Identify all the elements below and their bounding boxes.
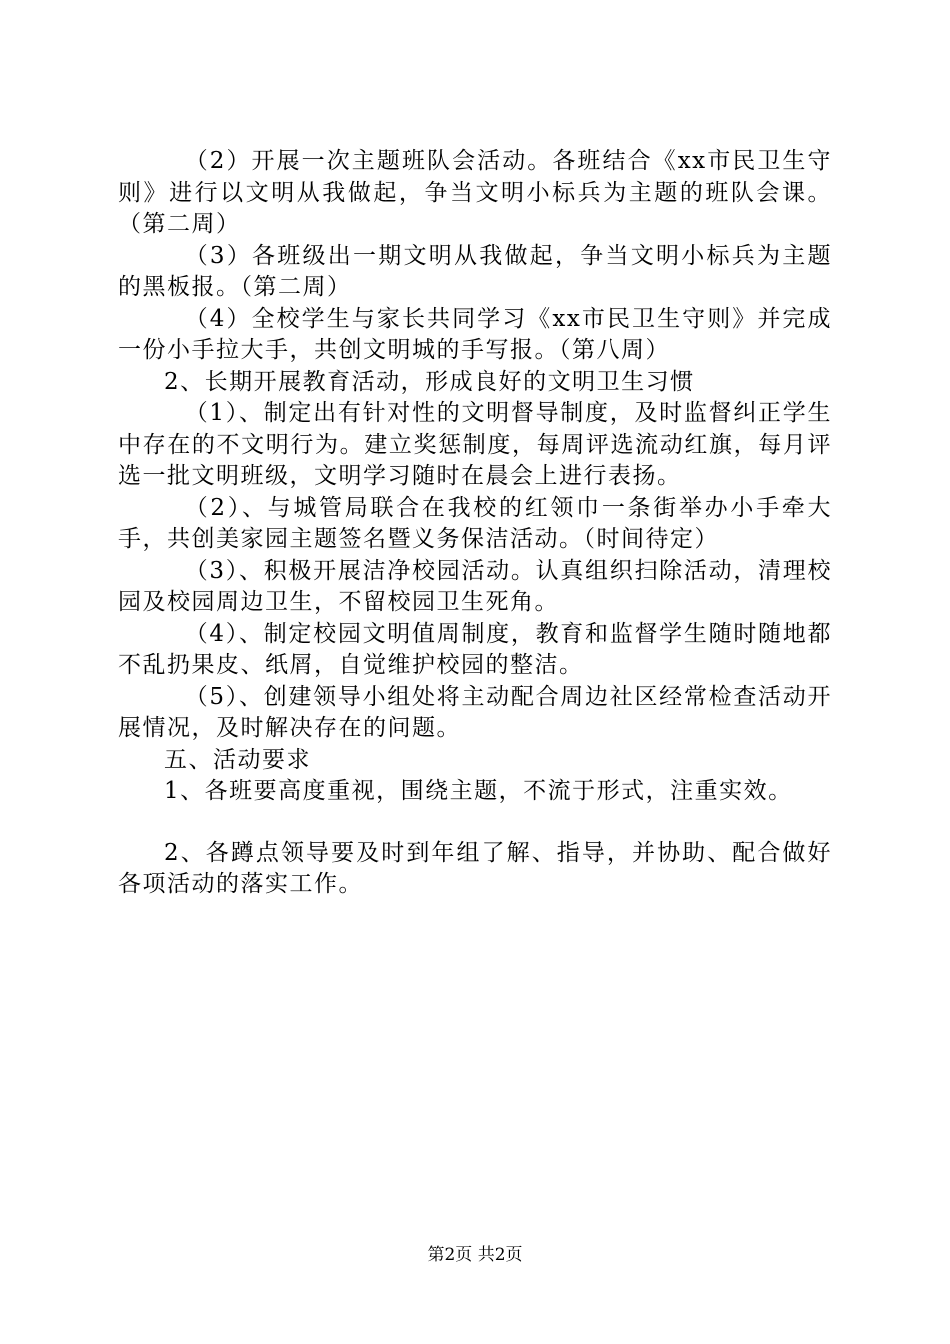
paragraph-long-term-1: （1）、制定出有针对性的文明督导制度，及时监督纠正学生中存在的不文明行为。建立奖惩制度，每周评选流动红旗，每月评选一批文明班级，文明学习随时在晨会上进行表扬。 bbox=[118, 400, 832, 489]
document-body bbox=[118, 146, 832, 901]
paragraph-activity-3: （3）各班级出一期文明从我做起，争当文明小标兵为主题的黑板报。（第二周） bbox=[118, 242, 832, 300]
paragraph-requirement-1: 1、各班要高度重视，围绕主题，不流于形式，注重实效。 bbox=[164, 778, 793, 804]
section-heading-requirements: 五、活动要求 bbox=[164, 746, 311, 773]
paragraph-long-term-3: （3）、积极开展洁净校园活动。认真组织扫除活动，清理校园及校园周边卫生，不留校园卫生死角。 bbox=[118, 557, 832, 615]
paragraph-activity-2: （2）开展一次主题班队会活动。各班结合《xx市民卫生守则》进行以文明从我做起，争当文明小标兵为主题的班队会课。（第二周） bbox=[118, 148, 832, 237]
paragraph-requirement-2: 2、各蹲点领导要及时到年组了解、指导，并协助、配合做好各项活动的落实工作。 bbox=[118, 839, 832, 897]
page-number-footer: 第2页 共2页 bbox=[427, 1245, 523, 1265]
paragraph-long-term-5: （5）、创建领导小组处将主动配合周边社区经常检查活动开展情况，及时解决存在的问题。 bbox=[118, 683, 832, 741]
section-heading-long-term: 2、长期开展教育活动，形成良好的文明卫生习惯 bbox=[164, 368, 695, 395]
paragraph-long-term-4: （4）、制定校园文明值周制度，教育和监督学生随时随地都不乱扔果皮、纸屑，自觉维护校园的整洁。 bbox=[118, 620, 832, 678]
paragraph-activity-4: （4）全校学生与家长共同学习《xx市民卫生守则》并完成一份小手拉大手，共创文明城的手写报。（第八周） bbox=[118, 305, 832, 363]
paragraph-long-term-2: （2）、与城管局联合在我校的红领巾一条街举办小手牵大手，共创美家园主题签名暨义务保洁活动。（时间待定） bbox=[118, 494, 832, 552]
